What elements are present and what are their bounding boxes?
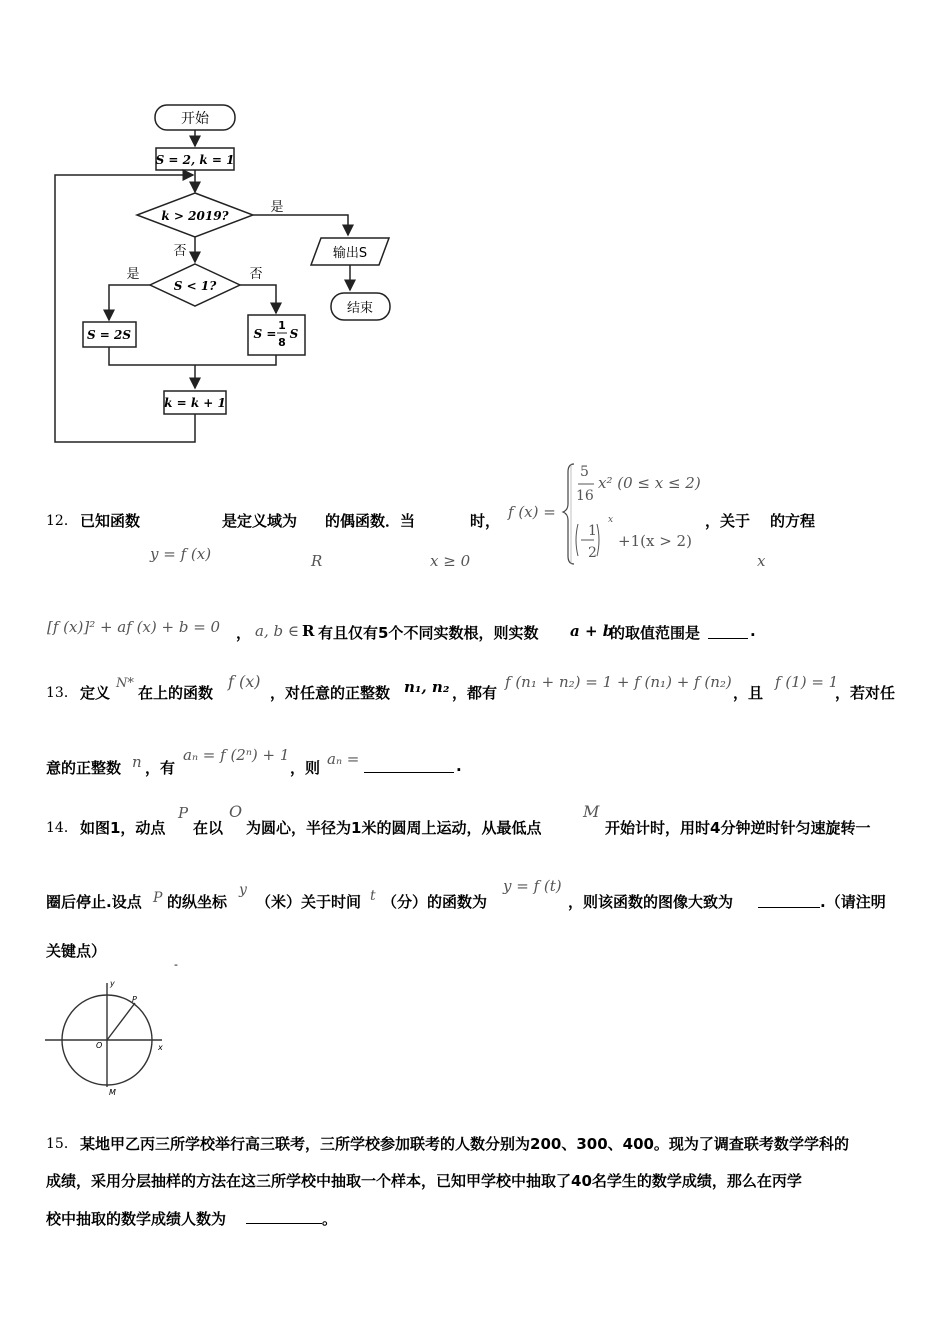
yes1-label: 是: [270, 200, 284, 215]
q14-fig-x: x: [158, 1043, 163, 1052]
q12-sum: a + b: [570, 622, 614, 640]
q12-text-3: 的偶函数．当: [325, 512, 416, 530]
q12-number: 12．: [46, 513, 78, 529]
eighth-s-prefix: S =: [253, 327, 277, 341]
q12-text-4: 时，: [470, 512, 501, 530]
q12-case2-den: 2: [588, 545, 597, 561]
q15-line-1: 某地甲乙丙三所学校举行高三联考，三所学校参加联考的人数分别为200、300、400。现为了调查联考数学学科的: [80, 1135, 849, 1153]
q13-equation: f (n₁ + n₂) = 1 + f (n₁) + f (n₂): [505, 673, 732, 691]
q13-n: n₁, n₂: [404, 678, 450, 696]
q14-text-6: 的纵坐标: [167, 893, 228, 911]
start-label: 开始: [181, 111, 209, 127]
no2-label: 否: [249, 267, 263, 282]
q14-y: y: [239, 882, 247, 898]
q13-text-3: ，对任意的正整数: [270, 684, 391, 702]
q14-text-7: （米）关于时间: [256, 893, 362, 911]
end-label: 结束: [346, 301, 374, 316]
init-label: S = 2, k = 1: [155, 153, 235, 167]
increment-label: k = k + 1: [164, 396, 226, 410]
q13-text-8: ，有: [145, 759, 176, 777]
q14-text-8: （分）的函数为: [382, 893, 488, 911]
q13-end: .: [456, 757, 462, 775]
q14-t: t: [370, 888, 376, 904]
q12-equation: [f (x)]² + af (x) + b = 0: [47, 618, 221, 636]
q12-answer-blank[interactable]: [708, 624, 748, 639]
q12-text-9: 的取值范围是: [610, 624, 701, 642]
q14-fig-M: M: [109, 1088, 116, 1097]
q13-answer-blank[interactable]: [364, 758, 454, 773]
q13-text-7: 意的正整数: [46, 759, 122, 777]
q14-text-11: 关键点）: [46, 942, 107, 960]
q12-case1-den: 16: [576, 488, 594, 504]
q14-answer-blank[interactable]: [758, 893, 820, 908]
q12-fx: f (x) =: [508, 503, 556, 521]
no1-label: 否: [173, 244, 187, 259]
q13-text-9: ，则: [290, 759, 321, 777]
q13-text-6: ，若对任: [835, 684, 896, 702]
q13-fx: f (x): [228, 672, 261, 691]
q12-text-1: 已知函数: [80, 512, 141, 530]
q12-case2-exp: x: [608, 515, 614, 525]
q14-fig-y: y: [110, 979, 115, 988]
cond2-label: S < 1?: [173, 279, 217, 293]
q12-text-2: 是定义域为: [222, 512, 298, 530]
q14-text-2: 在以: [193, 819, 224, 837]
q14-fig-P: P: [132, 995, 137, 1004]
q14-number: 14．: [46, 820, 78, 836]
q14-M: M: [583, 802, 600, 821]
eighth-s-den: 8: [278, 336, 286, 349]
q14-dash: -: [174, 958, 178, 971]
q14-text-10: .（请注明: [820, 893, 886, 911]
q12-domain: R: [311, 552, 323, 570]
q12-var: x: [757, 552, 766, 570]
q14-text-3: 为圆心，半径为1米的圆周上运动，从最低点: [246, 819, 542, 837]
q13-init: f (1) = 1: [775, 673, 839, 691]
eighth-s-suffix: S: [289, 327, 299, 341]
q13-text-4: ，都有: [452, 684, 498, 702]
q15-end: 。: [322, 1210, 338, 1228]
q14-fig-O: O: [96, 1041, 103, 1050]
q14-text-5: 圈后停止.设点: [46, 893, 142, 911]
q14-text-4: 开始计时，用时4分钟逆时针匀速旋转一: [605, 819, 871, 837]
q14-O: O: [229, 802, 243, 821]
output-label: 输出S: [332, 246, 368, 261]
q12-case1: x² (0 ≤ x ≤ 2): [598, 474, 701, 492]
q13-text-5: ，且: [733, 684, 764, 702]
q14-fn: y = f (t): [503, 877, 562, 895]
q12-text-6: 的方程: [770, 512, 816, 530]
q12-condition: x ≥ 0: [430, 552, 471, 570]
q14-circle-figure: [40, 975, 180, 1100]
q12-text-8: 有且仅有5个不同实数根，则实数: [318, 624, 539, 642]
q13-number: 13．: [46, 685, 78, 701]
flowchart: [0, 0, 420, 460]
q13-an: aₙ = f (2ⁿ) + 1: [183, 746, 290, 764]
q13-set: N*: [116, 676, 134, 691]
q12-real: R: [302, 622, 315, 640]
q15-line-2: 成绩，采用分层抽样的方法在这三所学校中抽取一个样本，已知甲学校中抽取了40名学生的数学成绩，那么在丙学: [46, 1172, 802, 1190]
yes2-label: 是: [126, 267, 140, 282]
q12-ab: a, b ∈: [255, 622, 299, 640]
q14-text-1: 如图1，动点: [80, 819, 166, 837]
q12-end: .: [750, 622, 756, 640]
q12-case2: +1(x > 2): [618, 532, 692, 550]
q13-nv: n: [132, 753, 142, 771]
eighth-s-num: 1: [278, 319, 286, 332]
q12-case2-num: 1: [588, 523, 597, 539]
q15-line-3: 校中抽取的数学成绩人数为: [46, 1210, 227, 1228]
double-s-label: S = 2S: [86, 328, 132, 342]
q12-case1-num: 5: [580, 464, 589, 480]
q15-answer-blank[interactable]: [246, 1209, 322, 1224]
q15-number: 15．: [46, 1136, 78, 1152]
q14-P: P: [178, 804, 189, 822]
q12-text-7: ，: [236, 624, 252, 642]
q14-P2: P: [153, 890, 163, 906]
q13-text-1: 定义: [80, 684, 111, 702]
q13-text-2: 在上的函数: [138, 684, 214, 702]
cond1-label: k > 2019?: [161, 209, 229, 223]
q12-function: y = f (x): [150, 545, 212, 563]
q14-text-9: ，则该函数的图像大致为: [568, 893, 734, 911]
q12-text-5: ，关于: [705, 512, 751, 530]
q13-an2: aₙ =: [327, 750, 360, 768]
